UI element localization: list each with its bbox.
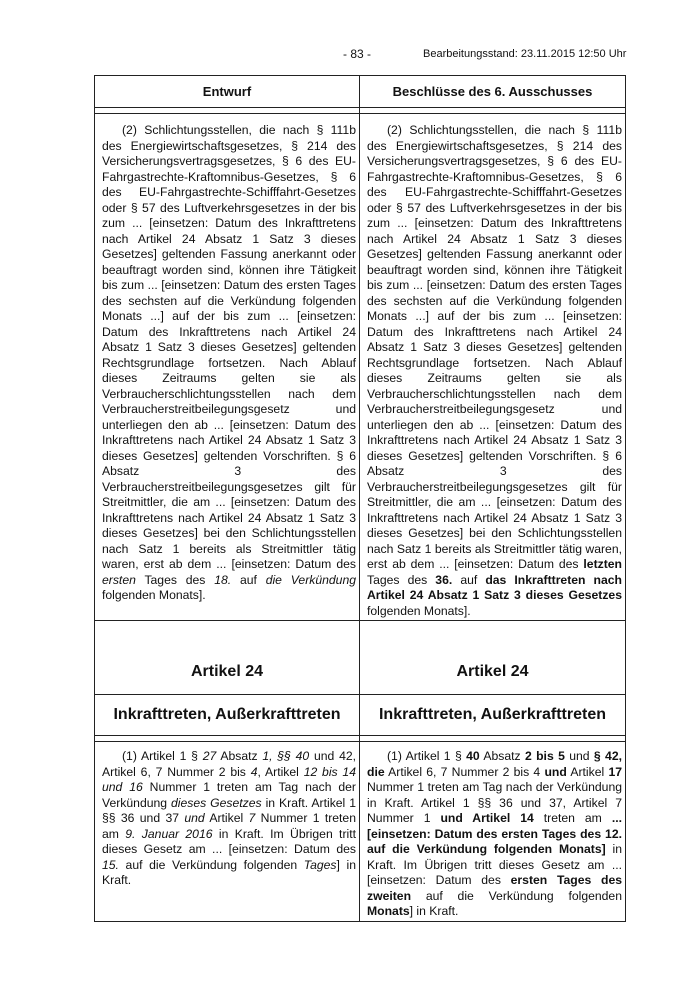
emphasis: 4 [250, 764, 258, 779]
text-fragment: Tages des [367, 572, 428, 587]
spacer-row [95, 107, 625, 113]
text-fragment: auf [460, 572, 478, 587]
change-highlight: Monats [367, 904, 410, 918]
emphasis: und [184, 811, 205, 825]
article-number-committee: Artikel 24 [456, 663, 529, 680]
text-fragment: Tages des [144, 572, 206, 587]
text-fragment: Nummer 1 treten am Tag nach der Verkündung [102, 780, 356, 810]
page-number: - 83 - [343, 47, 372, 61]
change-highlight: letzten [583, 557, 623, 571]
change-highlight: § 42, die [367, 749, 623, 779]
change-highlight: und Artikel 14 [440, 811, 534, 825]
emphasis: 12 bis 14 und 16 [102, 764, 356, 794]
change-highlight: und [544, 764, 567, 779]
draft-paragraph-1 [95, 742, 360, 921]
column-header-committee: Beschlüsse des 6. Ausschusses [392, 84, 593, 99]
text-fragment: Artikel [204, 811, 249, 825]
draft-paragraph-1-text [102, 749, 356, 889]
emphasis: 27 [202, 749, 217, 763]
text-fragment: in Kraft. Artikel 1 §§ 36 und 37 [102, 795, 356, 825]
emphasis: die Verkündung [265, 572, 357, 587]
emphasis: Tages [303, 857, 337, 872]
emphasis: dieses Gesetzes [171, 795, 262, 810]
committee-paragraph-2-text: (2) Schlichtungsstellen, die nach § 111b des Energiewirtschaftsgesetzes, § 214 des Versicherungsvertragsgesetzes, § 6 des EU-Fahrgastrechte-Kraftomnibus-Gesetzes, § 6 des EU-Fahrgastrechte-Schifffahrt-Gesetzes oder § 57 des Luftverkehrsgesetzes in der bis zum ... [einsetzen: Datum des Inkrafttretens nach Artikel 24 Absatz 1 Satz 3 dieses Gesetzes] geltenden Fassung anerkannt oder beauftragt worden sind, können ihre Tätigkeit bis zum ... [einsetzen: Datum des ersten Tages des sechsten auf die Verkündung folgenden Monats ...] auf der bis zum ... [einsetzen: Datum des Inkrafttretens nach Artikel 24 Absatz 1 Satz 3 dieses Gesetzes] geltenden Rechtsgrundlage fortsetzen. Nach Ablauf dieses Zeitraums gelten sie als Verbraucherschlichtungsstellen nach dem Verbraucherstreitbeilegungsgesetz und unterliegen den ab ... [einsetzen: Datum des Inkrafttretens nach Artikel 24 Absatz 1 Satz 3 dieses Gesetzes] geltenden Vorschriften. § 6 Absatz 3 des Verbraucherstreitbeilegungsgesetzes gilt für Streitmittler, die am ... [einsetzen: Datum des Inkrafttretens nach Artikel 24 Absatz 1 Satz 3 dieses Gesetzes] bei den Schlichtungsstellen nach Satz 1 bereits als Streitmittler tätig waren, erst ab dem ... [einsetzen: Datum des [367, 123, 622, 571]
text-fragment: (1) Artikel 1 § [387, 749, 467, 763]
article-title-draft: Inkrafttreten, Außerkrafttreten [95, 695, 360, 735]
text-fragment: und 42, Artikel 6, 7 Nummer 2 bis [102, 749, 357, 779]
text-fragment: Absatz [479, 749, 525, 763]
text-fragment: Artikel 6, 7 Nummer 2 bis 4 [384, 764, 545, 779]
emphasis: ersten [102, 572, 136, 587]
page-header [0, 47, 700, 65]
text-fragment: treten am [533, 811, 612, 825]
text-fragment: Nummer 1 treten am [102, 811, 356, 841]
text-fragment: in Kraft. Im Übrigen tritt dieses Gesetz am ... [einsetzen: Datum des [102, 826, 356, 856]
text-fragment: , Artikel [257, 764, 304, 779]
committee-paragraph-1 [360, 742, 625, 921]
change-highlight: ... [einsetzen: Datum des ersten Tages des 12. auf die Verkündung folgenden Monats] [367, 811, 622, 856]
text-fragment: auf die Verkündung folgenden [118, 857, 304, 872]
text-fragment: ] in Kraft. [409, 904, 459, 918]
emphasis: 9. Januar 2016 [125, 826, 213, 841]
text-fragment: auf die Verkündung folgenden [411, 888, 622, 903]
text-fragment: in Kraft. Im Übrigen tritt dieses Gesetz am ... [einsetzen: Datum des [367, 842, 623, 887]
text-fragment: folgenden Monats]. [367, 603, 471, 618]
text-fragment: (1) Artikel 1 § [122, 749, 203, 763]
text-fragment: Nummer 1 treten am Tag nach der Verkündung in Kraft. Artikel 1 §§ 36 und 37, Artikel 7 Nummer 1 [367, 780, 622, 825]
committee-paragraph-1-text [367, 749, 622, 920]
spacer-row [95, 735, 625, 741]
emphasis: 7 [248, 811, 256, 825]
change-highlight: ersten Tages des zweiten [367, 873, 622, 903]
comparison-table [94, 75, 626, 922]
article-number-draft: Artikel 24 [95, 621, 360, 694]
committee-paragraph-2 [360, 114, 625, 620]
article-title-row [95, 694, 625, 735]
column-header-draft: Entwurf [95, 76, 360, 107]
change-highlight: 40 [466, 749, 480, 763]
text-fragment: auf [239, 572, 257, 587]
draft-paragraph-2-text: (2) Schlichtungsstellen, die nach § 111b des Energiewirtschaftsgesetzes, § 214 des Versicherungsvertragsgesetzes, § 6 des EU-Fahrgastrechte-Kraftomnibus-Gesetzes, § 6 des EU-Fahrgastrechte-Schifffahrt-Gesetzes oder § 57 des Luftverkehrsgesetzes in der bis zum ... [einsetzen: Datum des Inkrafttretens nach Artikel 24 Absatz 1 Satz 3 dieses Gesetzes] geltenden Fassung anerkannt oder beauftragt worden sind, können ihre Tätigkeit bis zum ... [einsetzen: Datum des ersten Tages des sechsten auf die Verkündung folgenden Monats ...] auf der bis zum ... [einsetzen: Datum des Inkrafttretens nach Artikel 24 Absatz 1 Satz 3 dieses Gesetzes] geltenden Rechtsgrundlage fortsetzen. Nach Ablauf dieses Zeitraums gelten sie als Verbraucherschlichtungsstellen nach dem Verbraucherstreitbeilegungsgesetz und unterliegen den ab ... [einsetzen: Datum des Inkrafttretens nach Artikel 24 Absatz 1 Satz 3 dieses Gesetzes] geltenden Vorschriften. § 6 Absatz 3 des Verbraucherstreitbeilegungsgesetzes gilt für Streitmittler, die am ... [einsetzen: Datum des Inkrafttretens nach Artikel 24 Absatz 1 Satz 3 dieses Gesetzes] bei den Schlichtungsstellen nach Satz 1 bereits als Streitmittler tätig waren, erst ab dem ... [einsetzen: Datum des [102, 123, 356, 571]
article-title-committee: Inkrafttreten, Außerkrafttreten [378, 706, 606, 723]
emphasis: 18. [214, 572, 232, 587]
draft-paragraph-2 [95, 114, 360, 620]
paragraph-2-row [95, 113, 625, 620]
emphasis: 1, §§ 40 [262, 749, 310, 763]
article-number-row [95, 620, 625, 694]
change-highlight: das Inkrafttreten nach Artikel 24 Absatz 1 Satz 3 dieses Gesetzes [367, 572, 622, 602]
text-fragment: folgenden Monats]. [102, 588, 206, 602]
paragraph-1-row [95, 741, 625, 922]
column-header-row [95, 75, 625, 107]
emphasis: 15. [102, 857, 119, 872]
change-highlight: 36. [435, 572, 453, 587]
change-highlight: 2 bis 5 [524, 749, 565, 763]
text-fragment: ] in Kraft. [102, 857, 357, 887]
text-fragment: Absatz [216, 749, 263, 763]
text-fragment: Artikel [566, 764, 609, 779]
change-highlight: 17 [608, 764, 622, 779]
editing-status: Bearbeitungsstand: 23.11.2015 12:50 Uhr [423, 48, 627, 60]
text-fragment: und [564, 749, 594, 763]
